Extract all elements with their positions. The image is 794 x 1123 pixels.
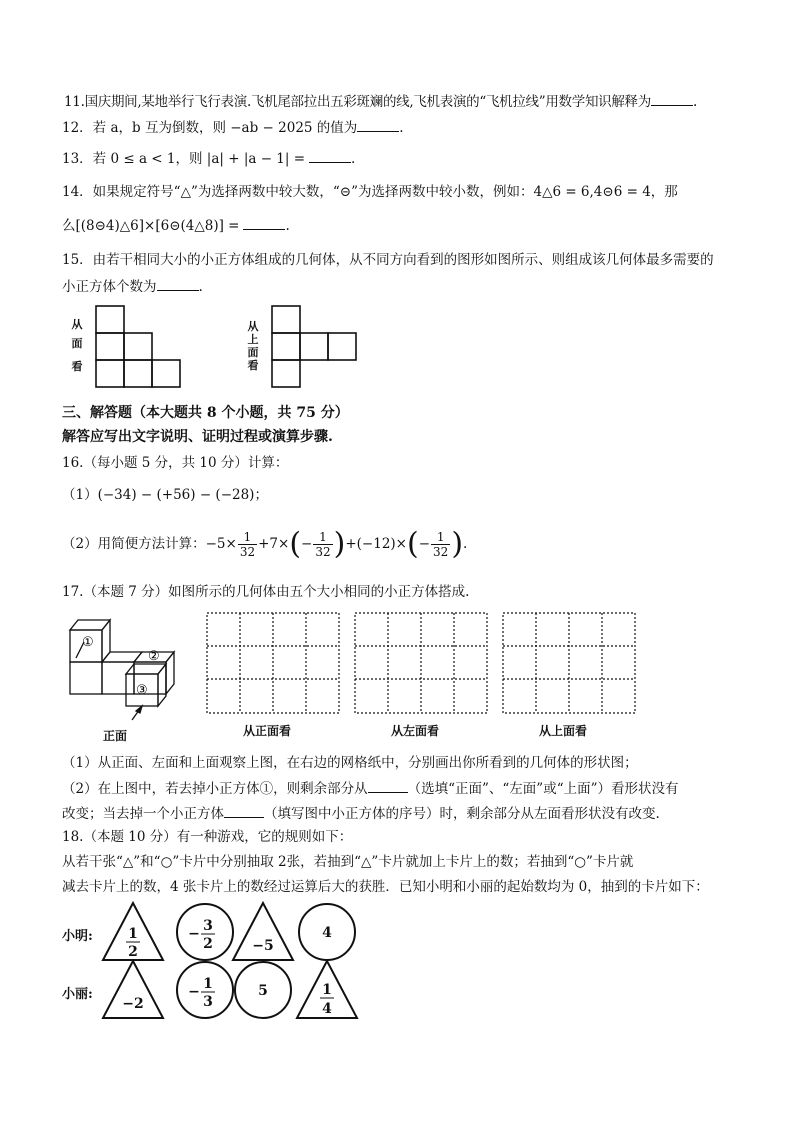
section3-title: 三、解答题（本大题共 8 个小题，共 75 分） xyxy=(62,405,349,421)
svg-text:4: 4 xyxy=(322,925,332,941)
q17-cube-label-1: ① xyxy=(82,635,94,650)
q15-front-view-figure xyxy=(94,304,184,390)
q13-end: . xyxy=(351,151,356,167)
svg-text:2: 2 xyxy=(203,936,213,952)
q17-grid-front-label: 从正面看 xyxy=(243,724,292,738)
q16-fraction-2: $\frac{1}{32}$ xyxy=(315,530,331,559)
q17-heading: 17.（本题 7 分）如图所示的几何体由五个大小相同的小正方体搭成. xyxy=(62,584,470,600)
q14-end: . xyxy=(285,218,290,234)
q11-end: . xyxy=(692,94,697,110)
q13-line xyxy=(62,148,355,168)
q18-player-2-name: 小丽: xyxy=(62,987,93,1002)
q17-grid-top[interactable] xyxy=(502,612,636,714)
q11-line xyxy=(64,91,697,111)
q17-cube-label-2: ② xyxy=(148,649,160,664)
q15-front-view-label: 从 面 看 xyxy=(71,318,83,373)
q18-rule-line2: 减去卡片上的数，4 张卡片上的数经过运算后大的获胜．已知小明和小丽的起始数均为 0，抽到的卡片如下： xyxy=(62,879,709,895)
svg-text:5: 5 xyxy=(258,983,268,999)
q14-line2 xyxy=(62,215,290,235)
q16-heading: 16.（每小题 5 分，共 10 分）计算： xyxy=(62,455,289,471)
svg-text:3: 3 xyxy=(203,918,213,934)
svg-text:−5: −5 xyxy=(252,938,274,954)
q18-rule-line1: 从若干张“△”和“○”卡片中分别抽取 2张，若抽到“△”卡片就加上卡片上的数；若抽到“○”卡片就 xyxy=(62,854,634,870)
q17-part3 xyxy=(62,803,660,823)
q13-answer-blank[interactable] xyxy=(309,148,351,163)
q15-line1 xyxy=(62,251,714,269)
q14-text-1: 14．如果规定符号“△”为选择两数中较大数，“⊝”为选择两数中较小数，例如：4△6 = 6,4⊝6 = 4，那 xyxy=(62,184,678,200)
q11-answer-blank[interactable] xyxy=(651,91,693,106)
q16-part2-lead: （2）用简便方法计算：−5× xyxy=(62,536,237,552)
q17-front-label: 正面 xyxy=(103,729,128,743)
q12-text: 12．若 a，b 互为倒数，则 −ab − 2025 的值为 xyxy=(62,120,358,136)
q17-part2-text-b: （选填“正面”、“左面”或“上面”）看形状没有 xyxy=(407,781,679,797)
q17-grid-left-label: 从左面看 xyxy=(391,724,440,738)
q16-fraction-1: $\frac{1}{32}$ xyxy=(239,530,256,559)
svg-text:1: 1 xyxy=(203,976,213,992)
svg-text:−: − xyxy=(188,926,200,942)
q18-player-1-cards xyxy=(100,900,360,964)
q16-plus-neg12: +(−12)× xyxy=(345,536,407,552)
q17-part3-text-a: 改变；当去掉一个小正方体 xyxy=(62,806,224,822)
q16-fraction-3: $\frac{1}{32}$ xyxy=(433,530,449,559)
q16-part2: （2）用简便方法计算：−5× $\frac{1}{32}$ +7×(− $\frac{1}{32}$ )+(−12)×(− $\frac{1}{32}$ ). xyxy=(62,526,468,562)
q17-grid-left[interactable] xyxy=(354,612,488,714)
q12-line xyxy=(62,117,404,137)
q17-cube-label-3: ③ xyxy=(136,683,148,698)
q17-answer-blank-2[interactable] xyxy=(224,803,264,818)
svg-text:1: 1 xyxy=(128,926,138,942)
q17-grid-top-label: 从上面看 xyxy=(539,724,588,738)
q15-top-view-label: 从 上 面 看 xyxy=(247,320,259,372)
q14-line1 xyxy=(62,183,678,201)
q17-part2 xyxy=(62,778,679,798)
q13-text: 13．若 0 ≤ a < 1，则 |a| + |a − 1| = xyxy=(62,151,306,167)
q15-end: . xyxy=(198,279,203,295)
svg-text:2: 2 xyxy=(128,944,138,960)
svg-text:4: 4 xyxy=(322,1001,332,1017)
q17-part3-text-b: （填写图中小正方体的序号）时，剩余部分从左面看形状没有改变. xyxy=(264,806,660,822)
svg-text:1: 1 xyxy=(322,982,332,998)
q15-top-view-figure xyxy=(270,304,360,390)
q16-part1: （1）(−34) − (+56) − (−28)； xyxy=(62,487,268,503)
q17-answer-blank-1[interactable] xyxy=(368,778,408,793)
q12-answer-blank[interactable] xyxy=(357,117,399,132)
svg-text:3: 3 xyxy=(203,994,213,1010)
q15-text-2: 小正方体个数为 xyxy=(62,279,157,295)
q14-answer-blank[interactable] xyxy=(243,215,285,230)
section3-subtitle: 解答应写出文字说明、证明过程或演算步骤. xyxy=(62,429,333,445)
q15-line2 xyxy=(62,276,203,296)
q18-player-1-name: 小明: xyxy=(62,929,93,944)
svg-text:−2: −2 xyxy=(122,996,144,1012)
svg-text:−: − xyxy=(188,984,200,1000)
q11-text: 11.国庆期间,某地举行飞行表演.飞机尾部拉出五彩斑斓的线,飞机表演的“飞机拉线”用数学知识解释为 xyxy=(64,94,651,110)
q17-cube-figure xyxy=(62,612,192,730)
q12-end: . xyxy=(399,120,404,136)
q18-heading: 18.（本题 10 分）有一种游戏，它的规则如下： xyxy=(62,829,353,845)
q17-grid-front[interactable] xyxy=(206,612,340,714)
q18-player-2-cards xyxy=(100,958,360,1022)
q16-end: . xyxy=(463,536,468,552)
q17-part1: （1）从正面、左面和上面观察上图，在右边的网格纸中，分别画出你所看到的几何体的形状图； xyxy=(62,755,638,771)
q17-part2-text-a: （2）在上图中，若去掉小正方体①，则剩余部分从 xyxy=(62,781,368,797)
q15-text-1: 15．由若干相同大小的小正方体组成的几何体，从不同方向看到的图形如图所示、则组成该几何体最多需要的 xyxy=(62,252,714,268)
q14-text-2: 么[(8⊝4)△6]×[6⊝(4△8)] = xyxy=(62,218,240,234)
q16-plus-7: +7× xyxy=(258,536,290,552)
q15-answer-blank[interactable] xyxy=(157,276,199,291)
